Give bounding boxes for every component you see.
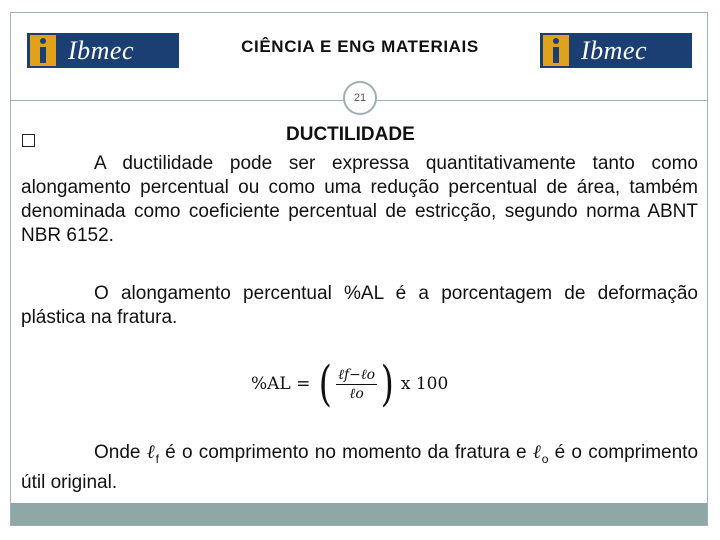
symbol-original-length: ℓ [532,441,542,463]
subscript-o: o [541,451,549,466]
page-number-badge: 21 [343,81,377,115]
paragraph-elongation: O alongamento percentual %AL é a porcentagem de deformação plástica na fratura. [21,283,698,328]
paragraph-ductility-definition: A ductilidade pode ser expressa quantitativamente tanto como alongamento percentual ou como uma redução percentual de área, também denominada como coeficiente percentual de estricção, segundo norma ABNT NBR 6152. [21,153,698,246]
ibmec-logo-right [540,33,692,68]
logo-right-text: Ibmec [581,35,648,65]
text-part3: é o comprimento útil original. [21,442,699,493]
formula-fraction [336,366,377,403]
bullet-box-icon [22,134,35,147]
elongation-formula: %AL = ( $\frac{\text{ℓf−ℓo}}{\text{ℓo}}$ ) x 100 [251,356,449,412]
logo-mark-icon [543,35,569,66]
text-part2: é o comprimento no momento da fratura e [165,442,527,463]
formula-numerator: ℓf−ℓo [338,366,376,383]
logo-left-text: Ibmec [68,35,135,65]
formula-lhs: %AL = [251,374,311,394]
formula-denominator: ℓo [349,385,364,402]
symbol-final-length: ℓ [146,441,156,463]
course-title: CIÊNCIA E ENG MATERIAIS [241,37,479,56]
text-part1: Onde [94,442,141,463]
ibmec-logo-left [27,33,179,68]
paragraph-variable-definitions [21,440,698,495]
logo-mark-icon [30,35,56,66]
footer-bar [11,503,707,525]
subscript-f: f [155,451,159,466]
section-title: DUCTILIDADE [286,124,415,145]
formula-rhs: x 100 [400,374,449,394]
